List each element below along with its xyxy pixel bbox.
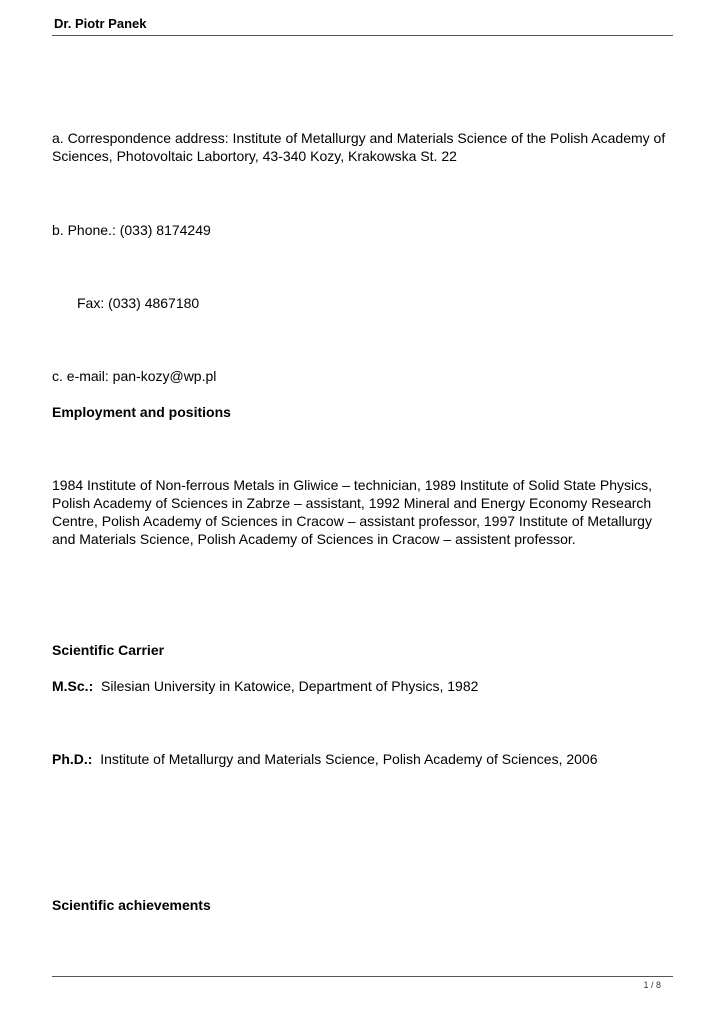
achievements-heading: Scientific achievements bbox=[52, 897, 211, 913]
header-divider bbox=[52, 35, 673, 36]
msc-label: M.Sc.: bbox=[52, 678, 94, 694]
page-number: 1 / 8 bbox=[643, 980, 661, 990]
phone-line: b. Phone.: (033) 8174249 bbox=[52, 222, 211, 238]
fax-line: Fax: (033) 4867180 bbox=[77, 295, 200, 311]
employment-text: 1984 Institute of Non-ferrous Metals in Gliwice – technician, 1989 Institute of Solid State Physics, Polish Academy of Sciences in Zabrze – assistant, 1992 Mineral and Energy Economy Research Centre, Polish Academy of Sciences in Cracow – assistant professor, 1997 Institute of Metallurgy and Materials Science, Polish Academy of Sciences in Cracow – assistent professor. bbox=[52, 477, 652, 547]
career-heading: Scientific Carrier bbox=[52, 642, 165, 658]
phd-entry bbox=[52, 750, 677, 768]
msc-text: Silesian University in Katowice, Department of Physics, 1982 bbox=[101, 678, 479, 694]
phd-label: Ph.D.: bbox=[52, 751, 93, 767]
footer-divider bbox=[52, 976, 673, 977]
msc-entry bbox=[52, 677, 677, 695]
email-line: c. e-mail: pan-kozy@wp.pl bbox=[52, 368, 217, 384]
phd-text: Institute of Metallurgy and Materials Science, Polish Academy of Sciences, 2006 bbox=[100, 751, 598, 767]
page-header-author: Dr. Piotr Panek bbox=[54, 16, 147, 31]
correspondence-address: a. Correspondence address: Institute of Metallurgy and Materials Science of the Polish Academy of Sciences, Photovoltaic Labortory, 43-340 Kozy, Krakowska St. 22 bbox=[52, 130, 666, 164]
employment-heading: Employment and positions bbox=[52, 404, 231, 420]
